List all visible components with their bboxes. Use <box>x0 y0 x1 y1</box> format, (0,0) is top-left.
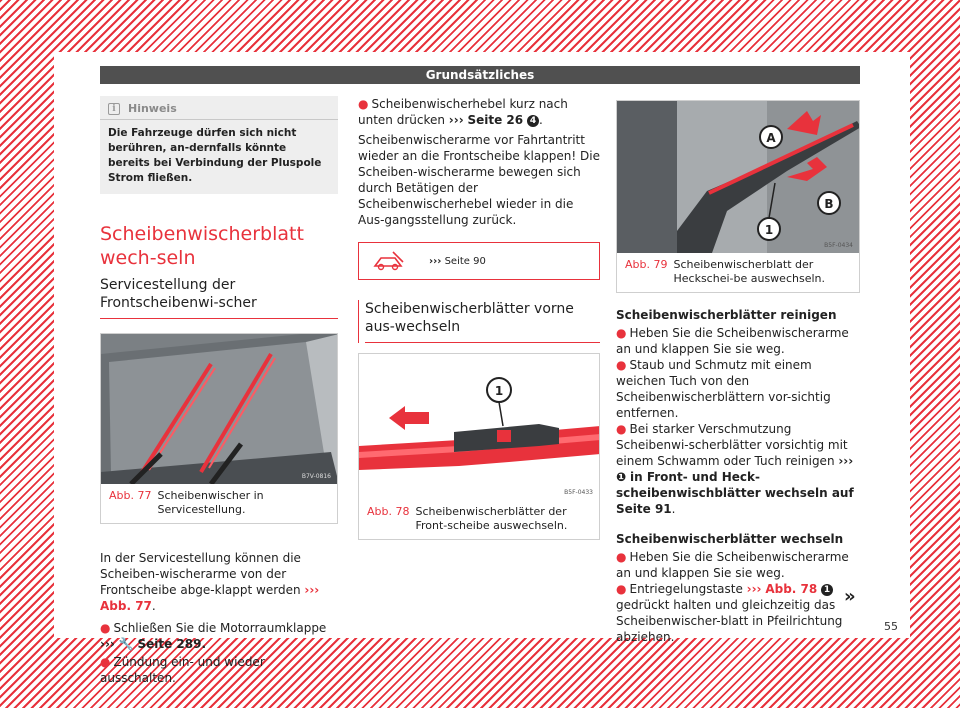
bullet-item: ● Scheibenwischerhebel kurz nach unten drücken ››› Seite 26 4 . <box>358 97 568 127</box>
bullet-item: ● Zündung ein- und wieder ausschalten. <box>100 655 265 685</box>
bullet-icon: ● <box>100 655 111 669</box>
wrench-car-icon: 🔧 <box>118 637 134 651</box>
image-code: B5F-0434 <box>824 242 853 249</box>
figure-77 <box>100 333 338 524</box>
continue-arrow-icon: » <box>844 586 856 607</box>
image-code: B5F-0433 <box>564 489 593 496</box>
notice-label: Hinweis <box>128 102 177 115</box>
notice-text: Die Fahrzeuge dürfen sich nicht berühren, an-dernfalls könnte bereits bei Verbindung der Pluspole Strom fließen. <box>108 127 322 184</box>
column-middle <box>358 96 600 540</box>
wiper-blade-front-image <box>359 354 599 500</box>
reference-box: ››› Seite 90 <box>358 242 600 280</box>
car-service-icon <box>373 250 405 272</box>
section-title: Scheibenwischerblatt wech-seln <box>100 223 304 269</box>
callout-number: 4 <box>527 115 539 127</box>
figure-caption: Scheibenwischer in Servicestellung. <box>157 489 264 516</box>
callout-1-label: 1 <box>494 384 504 398</box>
bullet-icon: ● <box>358 97 369 111</box>
figure-caption: Scheibenwischerblatt der Heckschei-be auswechseln. <box>673 258 825 285</box>
callout-a-label: A <box>766 131 776 145</box>
section-subtitle: Servicestellung der Frontscheibenwi-scher <box>100 277 257 311</box>
bullet-icon: ● <box>616 582 627 596</box>
bullet-item: ● Heben Sie die Scheibenwischerarme an und klappen Sie sie weg. <box>616 550 849 580</box>
figure-ref-link[interactable]: Abb. 77 <box>100 599 152 613</box>
paragraph: Scheibenwischerarme vor Fahrtantritt wieder an die Frontscheibe klappen! Die Scheiben-wischerarme bewegen sich durch Betätigen der Scheibenwischerhebel wieder in die Aus-gangsstellung zurück. <box>358 133 600 227</box>
bullet-item: ● Entriegelungstaste ››› Abb. 78 1 gedrückt halten und gleichzeitig das Scheibenwischer-blatt in Pfeilrichtung abziehen. <box>616 582 843 644</box>
page-ref-link[interactable]: Seite 90 <box>444 255 486 267</box>
wiper-blade-rear-image <box>617 101 859 253</box>
bullet-item: ● Schließen Sie die Motorraumklappe ››› 🔧 Seite 289. <box>100 621 327 651</box>
paragraph: In der Servicestellung können die Scheiben-wischerarme von der Frontscheibe abge-klappt werden ››› Abb. 77. <box>100 551 320 613</box>
subsection-heading: Scheibenwischerblätter vorne aus-wechseln <box>365 301 574 335</box>
callout-number: 1 <box>821 584 833 596</box>
column-right <box>616 96 860 645</box>
callout-b-label: B <box>824 197 834 211</box>
bullet-item: ● Bei starker Verschmutzung Scheibenwi-scherblätter vorsichtig mit einem Schwamm oder Tuch reinigen ››› ❶ in Front- und Heck-scheibenwischblätter wechseln auf Seite 91. <box>616 422 854 516</box>
figure-78 <box>358 353 600 540</box>
section-ref-link[interactable]: in Front- und Heck-scheibenwischblätter wechseln auf Seite 91 <box>616 470 854 516</box>
warning-icon: ❶ <box>616 470 627 484</box>
notice-box <box>100 96 338 194</box>
column-left <box>100 96 338 686</box>
figure-label: Abb. 78 <box>367 505 410 518</box>
subheading-clean: Scheibenwischerblätter reinigen <box>616 308 837 322</box>
figure-ref-link[interactable]: Abb. 78 <box>765 582 818 596</box>
figure-label: Abb. 79 <box>625 258 668 271</box>
bullet-item: ● Heben Sie die Scheibenwischerarme an und klappen Sie sie weg. <box>616 326 849 356</box>
info-icon: i <box>108 103 120 115</box>
figure-caption: Scheibenwischerblätter der Front-scheibe auswechseln. <box>415 505 568 532</box>
image-code: B7V-0816 <box>301 473 331 480</box>
bullet-icon: ● <box>616 550 627 564</box>
callout-1-label: 1 <box>764 223 774 237</box>
bullet-item: ● Staub und Schmutz mit einem weichen Tuch von den Scheibenwischerblättern vor-sichtig entfernen. <box>616 358 831 420</box>
page-number: 55 <box>884 620 898 633</box>
windshield-wipers-image <box>101 334 337 484</box>
page-ref-link[interactable]: Seite 289. <box>137 637 207 651</box>
figure-79 <box>616 100 860 293</box>
bullet-icon: ● <box>616 358 627 372</box>
figure-label: Abb. 77 <box>109 489 152 502</box>
bullet-icon: ● <box>100 621 111 635</box>
page-header: Grundsätzliches <box>100 66 860 84</box>
bullet-icon: ● <box>616 326 627 340</box>
bullet-icon: ● <box>616 422 627 436</box>
page-ref-link[interactable]: Seite 26 <box>467 113 524 127</box>
subheading-change: Scheibenwischerblätter wechseln <box>616 532 844 546</box>
